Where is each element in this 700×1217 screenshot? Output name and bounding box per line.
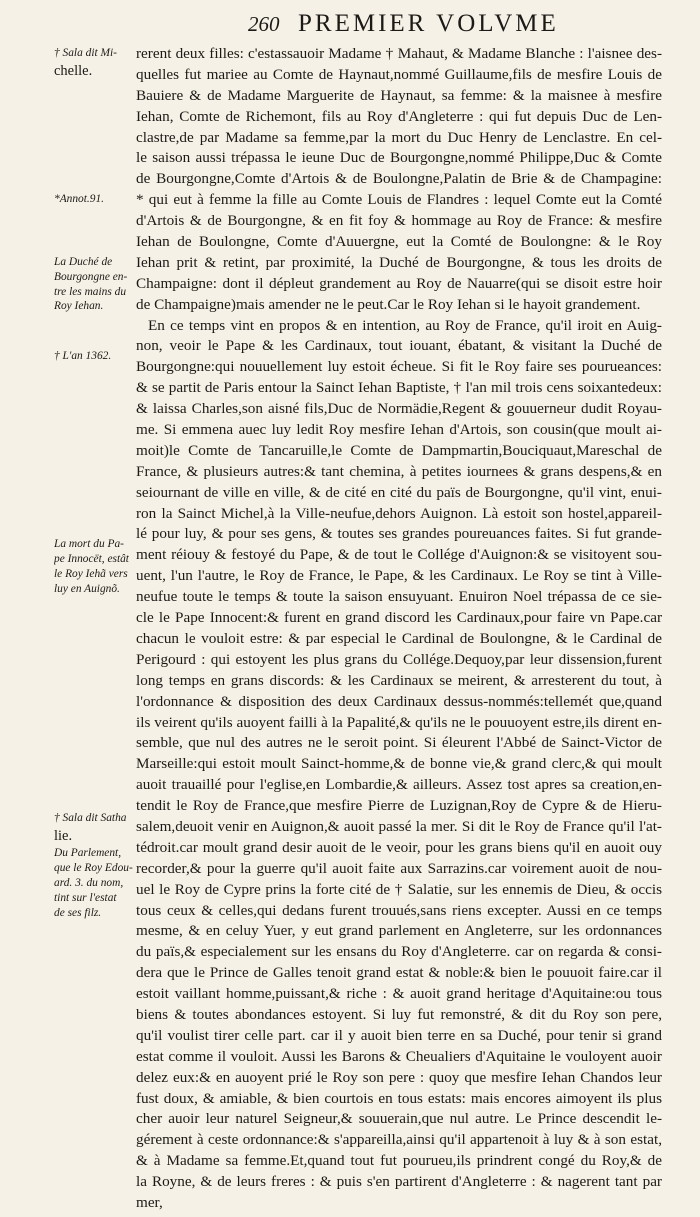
text-line: tous ceux & celles,qui dedans furent trouués,sans riens excepter. Aussi en ce temps — [136, 901, 662, 919]
margin-note-line: que le Roy Edou- — [54, 862, 133, 875]
text-line: France, & plusieurs autres:& tant chemina, à petites iournees & grans despens,& en — [136, 462, 662, 480]
text-line: rerent deux filles: c'estassauoir Madame † Mahaut, & Madame Blanche : l'aisnee des- — [136, 45, 662, 62]
text-line: estoit vaillant homme,puissant,& riche : & auoit grand heritage d'Aquitaine:ou tous — [136, 985, 662, 1003]
text-line: dera que le Prince de Galles tenoit grand estat & noble:& bien le pouuoit faire.car il — [136, 964, 662, 982]
margin-note-line: lie. — [54, 827, 73, 844]
text-line: quelles fut mariee au Comte de Haynaut,nommé Guillaume,fils de mesfire Louis de — [136, 65, 662, 83]
margin-note-du-parlement — [54, 846, 133, 920]
text-line: de Bourgongne,Comte d'Artois & de Boulongne,Palatin de Brie & de Champagine: — [136, 170, 662, 188]
margin-note-line: Du Parlement, — [54, 847, 122, 860]
text-line: lé pour luy, & pour ses gens, & toutes ses grandes poureuances faites. Si fut grande- — [136, 525, 662, 543]
text-line: chacun le vouloit estre: & par especial le Cardinal de Boulongne, & le Cardinal de — [136, 629, 662, 647]
margin-note-line: tint sur l'estat — [54, 891, 117, 904]
text-line: de Champaigne)mais amender ne le peut.Car le Roy Iehan si le hayoit grandement. — [136, 295, 641, 313]
text-line: Champaigne: dont il dépleut grandement au Roy de Nauarre(qui se disoit estre hoir — [136, 274, 662, 292]
margin-note-line: † Sala dit Satha — [54, 811, 127, 824]
page-number: 260 — [248, 12, 280, 36]
margin-note-sala-michelle — [54, 46, 117, 82]
margin-note-line: luy en Auignõ. — [54, 582, 120, 595]
margin-note-duche-bourgongne — [54, 255, 127, 314]
text-line: ment réiouy & festoyé du Pape, & de tout le Collége d'Auignon:& se visitoyent sou- — [136, 546, 662, 564]
text-line: la Royne, & de leurs freres : & puis s'en partirent d'Angleterre : & nagerent tant par — [136, 1173, 662, 1191]
text-line: auoit trauaillé pour l'eglise,en Lombardie,& ailleurs. Assez tost apres sa creation,en- — [136, 776, 662, 794]
text-line: me. Si emmena auec luy ledit Roy mesfire Iehan d'Artois, son cousin(que moult ai- — [136, 421, 662, 439]
text-line: seiournant de ville en ville, & de cité en cité du païs de Bourgongne, qu'il vint, enui- — [136, 483, 662, 501]
margin-note-line: † L'an 1362. — [54, 350, 112, 363]
text-line: tendit le Roy de France,que mesfire Pierre de Luzignan,Roy de Cypre & de Hieru- — [136, 797, 662, 815]
text-line: recorder,& pour la guerre qu'il auoit faite aux Sarrazins.car voirement auoit de nou- — [136, 859, 662, 877]
text-line: non, veoir le Pape & les Cardinaux, tout iouant, ébatant, & visitant la Duché de — [136, 337, 662, 355]
text-line: uel le Roy de Cypre prins la forte cité de † Salatie, sur les ennemis de Dieu, & occis — [136, 880, 662, 898]
margin-note-line: La Duché de — [54, 256, 113, 268]
body-text — [136, 44, 662, 1214]
text-line: Iehan prit & retint, par proximité, la Duché de Bourgongne, & tous les droits de — [136, 253, 662, 271]
margin-note-line: le Roy Iehã vers — [54, 567, 128, 580]
margin-note-annot-91 — [54, 192, 104, 207]
text-line: ils veirent qu'ils auoyent failli à la Papalité,& qu'ils ne le pouuoyent estre,ils dirent en- — [136, 713, 662, 731]
margin-note-line: chelle. — [54, 62, 93, 79]
text-line: ron la Sainct Michel,à la Ville-neufue,dehors Auignon. Là estoit son hostel,appareil- — [136, 504, 662, 522]
text-line: neufue toute le temps & toute la saison ensuyuant. Enuiron Noel trépassa de ce sie- — [136, 588, 662, 606]
text-line: fust doux, & amiable, & bien courtois en tous estats: mais encores aimoyent ils plus — [136, 1089, 662, 1107]
text-line: En ce temps vint en propos & en intention, au Roy de France, qu'il iroit en Auig- — [148, 316, 662, 334]
text-line: d'Artois & de Bourgongne, & en fit foy & hommage au Roy de France: & mesfire — [136, 212, 662, 230]
margin-note-line: tre les mains du — [54, 285, 127, 298]
text-line: tédroit.car moult grand desir auoit de le veoir, pour les grans biens qu'il en auoit ouy — [136, 838, 662, 856]
text-line: du païs,& especialement sur les ensans du Roy d'Angleterre. car on regarda & consi- — [136, 943, 662, 961]
margin-note-line: *Annot.91. — [54, 193, 104, 206]
text-line: Iehan, Comte de Richemont, fils au Roy d'Angleterre : qui fut depuis Duc de Len- — [136, 107, 662, 125]
text-line: long temps en grans discords: & les Cardinaux se meirent, & arresterent du tout, à — [136, 671, 662, 689]
text-line: Bauiere & de Madame Marguerite de Haynaut, sa femme: & la maisnee à mesfire — [136, 86, 662, 104]
page-header — [0, 8, 700, 42]
margin-note-line: Bourgongne en- — [54, 270, 128, 283]
text-line: estat comme il vouloit. Aussi les Barons & Cheualiers d'Aquitaine le vouloyent auoir — [136, 1047, 662, 1065]
text-line: Iehan de Boulongne, Comte d'Auuergne, eut la Comté de Boulongne: & le Roy — [136, 233, 662, 251]
text-line: * qui eut à femme la fille au Comte Louis de Flandres : lequel Comte eut la Comté — [136, 191, 662, 209]
text-line: Bourgongne:qui nouuellement luy estoit écheue. Si fit le Roy faire ses pourueances: — [136, 358, 662, 376]
text-line: delez eux:& en auoyent prié le Roy son pere : quoy que mesfire Iehan Chandos leur — [136, 1068, 662, 1086]
text-line: le saison aussi trépassa le ieune Duc de Bourgongne,nommé Philippe,Duc & Comte — [136, 149, 662, 167]
text-line: mesme, & en celuy Yuer, y eut grand parlement en Angleterre, sur les ordonnances — [136, 922, 662, 940]
text-line: clastre,de par Madame sa femme,par la mort du Duc Henry de Lenclastre. En cel- — [136, 128, 662, 146]
text-line: cle le Pape Innocent:& furent en grand discord les Cardinaux,pour faire vn Pape.car — [136, 609, 662, 627]
margin-note-lan-1362 — [54, 349, 111, 364]
margin-note-line: ard. 3. du nom, — [54, 877, 124, 890]
text-line: & à Madame sa femme.Et,quand tout fut pourueu,ils prindrent congé du Roy,& de — [136, 1152, 662, 1170]
margin-note-line: de ses filz. — [54, 906, 102, 919]
text-line: & laissa Charles,son aisné fils,Duc de Normädie,Regent & gouuerneur dudit Royau- — [136, 400, 662, 418]
margin-note-line: † Sala dit Mi- — [54, 47, 117, 59]
text-line: gérement à ceste ordonnance:& s'appareilla,ainsi qu'il appartenoit à luy & à son estat, — [136, 1131, 662, 1149]
text-line: moit)le Comte de Tancaruille,le Comte de Dampmartin,Bouciquaut,Mareschal de — [136, 441, 662, 459]
running-head: PREMIER VOLVME — [298, 10, 559, 37]
text-line: biens & toutes abondances estoyent. Si luy fut remonstré, & dit du Roy son pere, — [136, 1005, 662, 1023]
margin-note-line: pe Innocët, estât — [54, 552, 129, 565]
text-line: Marseille:qui estoit moult Sainct-homme,& de bonne vie,& grand clerc,& qui moult — [136, 755, 662, 773]
text-line: uent, l'un l'autre, le Roy de France, le Pape, & les Cardinaux. Le Roy se tint à Ville- — [136, 567, 662, 585]
text-line: & se partit de Paris entour la Sainct Iehan Baptiste, † l'an mil trois cens soixantedeux: — [136, 379, 662, 397]
text-line: salem,deuoit venir en Auignon,& auoit passé la mer. Si dit le Roy de France qu'il l'at- — [136, 817, 662, 835]
text-line: semble, que nul des autres ne le seroit point. Si éleurent l'Abbé de Sainct-Victor de — [136, 734, 662, 752]
text-line: mer, — [136, 1193, 163, 1211]
text-line: cher auoir leur naturel Seigneur,& souuerain,que nul autre. Le Prince descendit le- — [136, 1110, 662, 1128]
margin-note-mort-pape — [54, 537, 129, 596]
margin-note-line: La mort du Pa- — [54, 538, 124, 551]
margin-note-sala-sathalie — [54, 811, 126, 847]
text-line: Perigourd : qui estoyent les plus grans du Collége.Dequoy,par leur dissension,furent — [136, 650, 662, 668]
margin-note-line: Roy Iehan. — [54, 300, 104, 313]
text-line: l'ordonnance & disposition des deux Cardinaux dessus-nommés:tellemét que,quand — [136, 692, 662, 710]
text-line: qu'il voulist tirer celle part. car il y auoit bien terre en sa Duché, pour tenir si grand — [136, 1026, 662, 1044]
